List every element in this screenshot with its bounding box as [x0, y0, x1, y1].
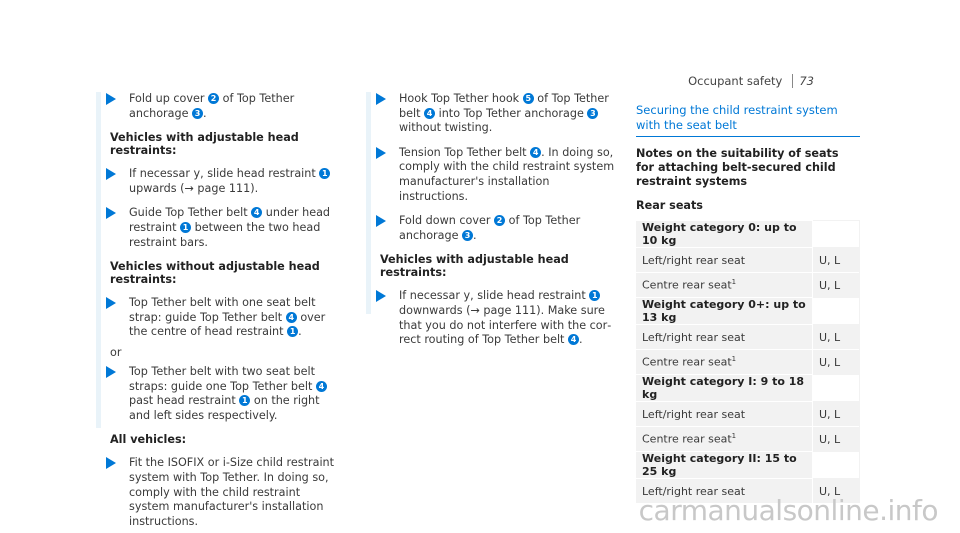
suitability-cell: U, L: [813, 273, 860, 298]
table-row: [636, 273, 860, 298]
suitability-cell: U, L: [813, 402, 860, 427]
rear-seats-heading: Rear seats: [636, 199, 703, 212]
subheading: Vehicles without adjustable head restraints:: [110, 260, 320, 287]
table-row: [636, 427, 860, 452]
callout-number: 2: [208, 93, 219, 104]
page-ref-arrow-icon: →: [184, 181, 194, 195]
footnote-marker: 1: [731, 432, 737, 441]
seat-cell: Centre rear seat$^1$: [636, 273, 813, 298]
step: Guide Top Tether belt 4 under head restraint 1 between the two head restraint bars.: [101, 206, 341, 250]
seat-cell: Left/right rear seat: [636, 248, 813, 273]
table-row: [636, 248, 860, 273]
step: Fold down cover 2 of Top Tether anchorage 3 .: [371, 214, 619, 243]
step-arrow-icon: [376, 147, 386, 159]
callout-number: 4: [568, 334, 579, 345]
table-row: [636, 221, 860, 248]
callout-number: 1: [319, 168, 330, 179]
callout-number: 1: [589, 290, 600, 301]
column-middle: [366, 92, 619, 347]
callout-number: 4: [251, 207, 262, 218]
table-row: [636, 452, 860, 479]
table-row: [636, 298, 860, 325]
seat-cell: Centre rear seat$^1$: [636, 350, 813, 375]
suitability-cell: U, L: [813, 427, 860, 452]
step-arrow-icon: [376, 215, 386, 227]
footnote-marker: 1: [731, 355, 737, 364]
suitability-cell: [813, 375, 860, 402]
notes-heading: Notes on the suitability of seats for attaching belt-secured child restraint systems: [636, 147, 839, 188]
callout-number: 1: [239, 395, 250, 406]
step: Top Tether belt with one seat belt strap: guide Top Tether belt 4 over the centre of head restraint 1 .: [101, 296, 341, 340]
callout-number: 4: [286, 312, 297, 323]
subheading: Vehicles with adjustable head restraints:: [110, 131, 299, 158]
section-heading: Securing the child restraint system with the seat belt: [636, 103, 860, 137]
table-row: [636, 350, 860, 375]
or-text: or: [110, 345, 122, 359]
seat-cell: Weight category 0+: up to 13 kg: [636, 298, 813, 325]
table-row: [636, 375, 860, 402]
seat-suitability-table: [636, 220, 860, 503]
step-arrow-icon: [376, 290, 386, 302]
footnote-marker: 1: [731, 278, 737, 287]
subheading: Vehicles with adjustable head restraints:: [380, 253, 569, 280]
page-number: 73: [792, 74, 814, 88]
column-right: [636, 103, 860, 503]
callout-number: 5: [523, 93, 534, 104]
suitability-cell: U, L: [813, 248, 860, 273]
step: Hook Top Tether hook 5 of Top Tether belt 4 into Top Tether anchorage 3 without twisting.: [371, 92, 619, 136]
step-arrow-icon: [106, 168, 116, 180]
callout-number: 1: [180, 222, 191, 233]
step-arrow-icon: [106, 297, 116, 309]
column-left: [96, 92, 341, 528]
step-arrow-icon: [106, 366, 116, 378]
watermark: carmanualsonline.info: [638, 494, 938, 527]
callout-number: 4: [530, 147, 541, 158]
section-title: Occupant safety: [688, 74, 783, 88]
suitability-cell: U, L: [813, 325, 860, 350]
callout-number: 4: [424, 108, 435, 119]
seat-cell: Left/right rear seat: [636, 402, 813, 427]
callout-number: 1: [287, 326, 298, 337]
table-row: [636, 325, 860, 350]
step: Fit the ISOFIX or i-Size child restraint system with Top Tether. In doing so, comply with the child restraint system manufacturer's installation instructions.: [101, 456, 341, 529]
step-arrow-icon: [106, 207, 116, 219]
step: Top Tether belt with two seat belt straps: guide one Top Tether belt 4 past head restraint 1 on the right and left sides respectively.: [101, 365, 341, 423]
step-arrow-icon: [106, 457, 116, 469]
seat-cell: Weight category I: 9 to 18 kg: [636, 375, 813, 402]
callout-number: 3: [192, 108, 203, 119]
seat-cell: Weight category 0: up to 10 kg: [636, 221, 813, 248]
seat-cell: Weight category II: 15 to 25 kg: [636, 452, 813, 479]
subheading: All vehicles:: [110, 433, 187, 447]
page-header: [688, 74, 814, 88]
callout-number: 4: [316, 381, 327, 392]
seat-cell: Left/right rear seat: [636, 479, 813, 504]
suitability-cell: [813, 452, 860, 479]
page-ref-arrow-icon: →: [470, 303, 480, 317]
callout-number: 3: [462, 230, 473, 241]
suitability-cell: U, L: [813, 350, 860, 375]
seat-cell: Centre rear seat$^1$: [636, 427, 813, 452]
step-arrow-icon: [106, 93, 116, 105]
step: Fold up cover 2 of Top Tether anchorage 3 .: [101, 92, 341, 121]
suitability-cell: [813, 221, 860, 248]
callout-number: 2: [494, 215, 505, 226]
step: Tension Top Tether belt 4 . In doing so, comply with the child restraint system manufacturer's installation instructions.: [371, 146, 619, 204]
callout-number: 3: [587, 108, 598, 119]
step-arrow-icon: [376, 93, 386, 105]
step: If necessar y, slide head restraint 1 downwards (→ page 111). Make sure that you do not interfere with the correct routing of Top Tether belt 4 .: [371, 289, 619, 347]
suitability-cell: [813, 298, 860, 325]
table-row: [636, 402, 860, 427]
step: If necessar y, slide head restraint 1 upwards (→ page 111).: [101, 167, 341, 196]
seat-cell: Left/right rear seat: [636, 325, 813, 350]
suitability-cell: U, L: [813, 479, 860, 504]
